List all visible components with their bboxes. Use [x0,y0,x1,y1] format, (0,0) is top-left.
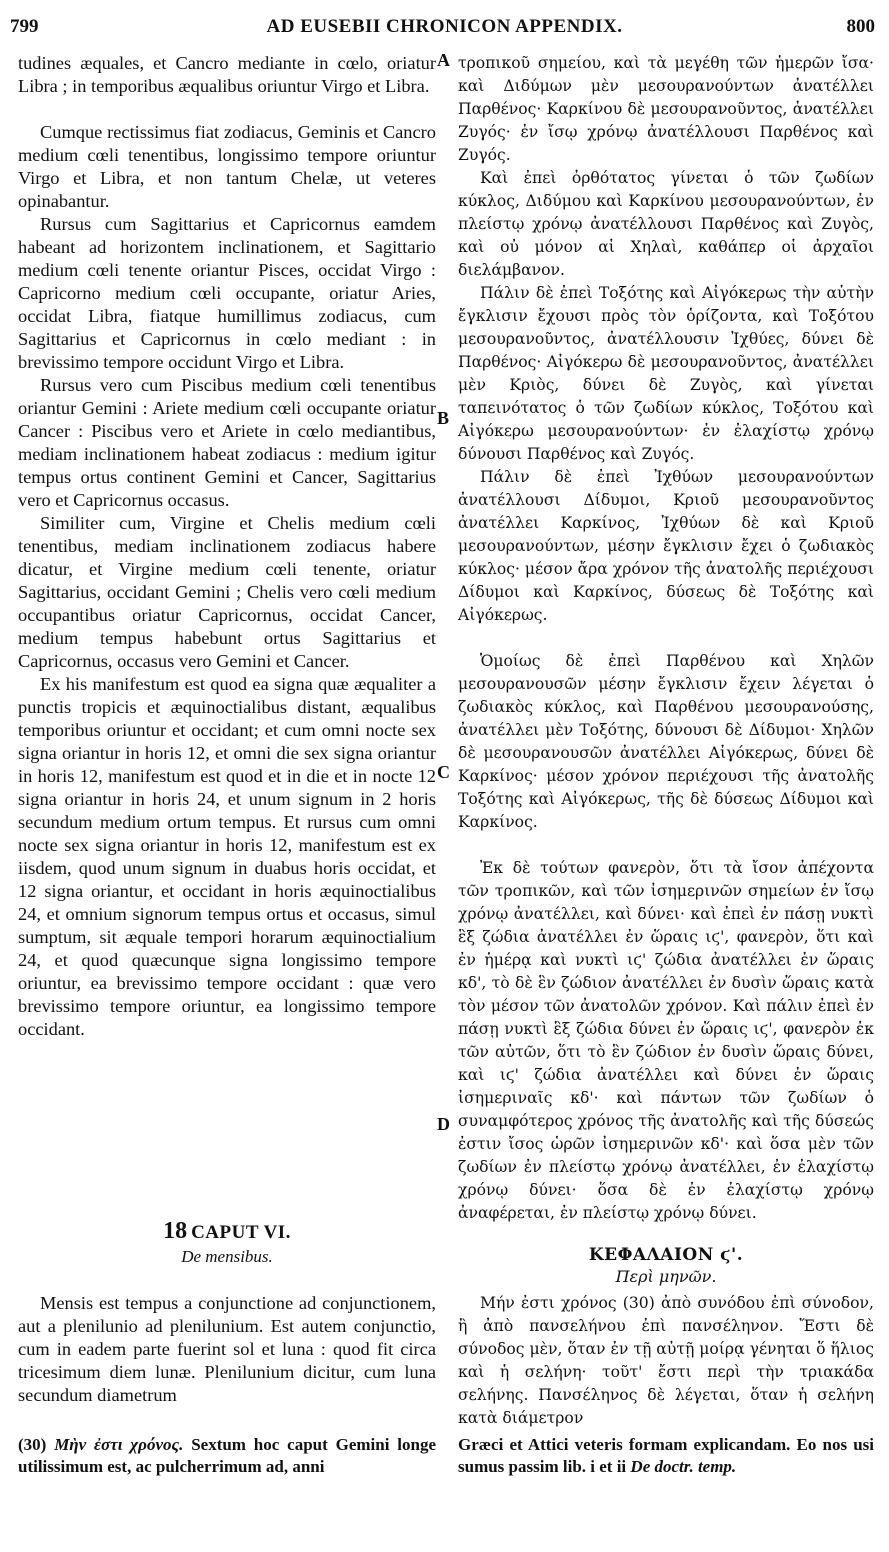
margin-letter-c: C [437,762,450,782]
latin-column [18,52,436,1041]
page-number-right: 800 [846,16,875,37]
footnote-title: De doctr. temp. [630,1457,737,1476]
latin-paragraph: tudines æquales, et Cancro mediante in cœlo, oriatur Libra ; in temporibus æqualibus oriuntur Virgo et Libra. [18,53,436,96]
chapter-heading-latin [18,1218,436,1267]
chapter-heading-greek [458,1245,874,1286]
footnote-text: Sextum hoc caput Gemini longe utilissimum est, ac pulcherrimum ad, anni [18,1435,437,1476]
latin-paragraph: Cumque rectissimus fiat zodiacus, Geminis et Cancro medium cœli tenentibus, longissimo tempore oriuntur Virgo et Libra, et non tantum Chelæ, ut veteres opinabantur. [18,122,436,211]
running-title: AD EUSEBII CHRONICON APPENDIX. [266,16,623,37]
latin-paragraph: Similiter cum, Virgine et Chelis medium cœli tenentibus, mediam inclinationem zodiacus habere dicatur, et Virgine medium cœli tenente, oriatur Sagittarius, occidant Gemini ; Chelis vero cœli medium occupantibus oriatur Capricornus, occidat Cancer, medium tempus habebunt ortus Sagittarius et Capricornus, occasus vero Gemini et Cancer. [18,513,436,671]
chapter-title: CAPUT VI. [191,1222,291,1243]
running-header [0,16,889,46]
greek-paragraph: Ὁμοίως δὲ ἐπεὶ Παρθένου καὶ Χηλῶν μεσουρανουσῶν μέσην ἔγκλισιν ἔχειν λέγεται ὁ ζωδιακὸς κύκλος, καὶ Παρθένου μεσουρανούσης, ἀνατέλλει μὲν Τοξότης, δύνουσι δὲ Δίδυμοι· Χηλῶν δὲ μεσουρανουσῶν ἀνατέλλει Αἰγόκερως, δύνει δὲ Καρκίνος· μέσον χρόνον περιέχουσι τῆς ἀνατολῆς Τοξότης καὶ Αἰγόκερως, τῆς δὲ δύσεως Δίδυμοι καὶ Καρκίνος. [458,652,874,831]
chapter-number: 18 [163,1218,188,1244]
greek-paragraph: Μήν ἐστι χρόνος (30) ἀπὸ συνόδου ἐπὶ σύνοδον, ἢ ἀπὸ πανσελήνου ἐπὶ πανσέληνον. Ἔστι δὲ σύνοδος μὲν, ὅταν ἐν τῇ αὐτῇ μοίρᾳ γένηται ὅ ἥλιος καὶ ἡ σελήνη· τοῦτ' ἔστι περὶ τὴν τριακάδα σελήνης. Πανσέληνος δὲ λέγεται, ὅταν ἡ σελήνη κατὰ διάμετρον [458,1294,874,1427]
footnote-text: i et ii [590,1457,627,1476]
greek-column [458,52,874,1225]
chapter-title-greek: ΚΕΦΑΛΑΙΟΝ ϛ'. [588,1245,744,1265]
footnote-right [458,1434,874,1478]
chapter-subtitle: De mensibus. [181,1247,273,1266]
footnote-left [18,1434,436,1478]
greek-paragraph: Πάλιν δὲ ἐπεὶ Τοξότης καὶ Αἰγόκερως τὴν αὐτὴν ἔγκλισιν ἔχουσι πρὸς τὸν ὁρίζοντα, καὶ Τοξότου μεσουρανοῦντος, ἀνατέλλουσιν Ἰχθύες, δύνει δὲ Παρθένος· Αἰγόκερω δὲ μεσουρανοῦντος, ἀνατέλλει μὲν Κριὸς, δύνει δὲ Ζυγὸς, καὶ γίνεται ταπεινότατος ὁ τῶν ζωδίων κύκλος, Τοξότου καὶ Αἰγόκερω μεσουρανούντων· ἐν ἐλαχίστῳ χρόνῳ δύνουσι Παρθένος καὶ Ζυγός. [458,284,874,463]
footnote-greek-phrase: Μὴν ἐστι χρόνος. [54,1435,184,1454]
latin-paragraph: Rursus cum Sagittarius et Capricornus eamdem habeant ad horizontem inclinationem, et Sagittario medium cœli tenente oriantur Pisces, occidat Virgo : Capricorno medium cœli occupante, oriatur Aries, occidat Libra, fiatque humillimus zodiacus, cum Sagittarius et Capricornus in cœlo mediant : in brevissimo tempore occidunt Virgo et Libra. [18,214,436,372]
margin-letter-a: A [437,50,450,70]
greek-paragraph: Καὶ ἐπεὶ ὀρθότατος γίνεται ὁ τῶν ζωδίων κύκλος, Διδύμου καὶ Καρκίνου μεσουρανούντων, ἐν πλείστῳ χρόνῳ ἀνατέλλουσι Παρθένος καὶ Ζυγὸς, καὶ οὐ μόνον αἱ Χηλαὶ, καθάπερ οἱ ἀρχαῖοι διελάμβανον. [458,169,874,279]
latin-paragraph: Rursus vero cum Piscibus medium cœli tenentibus oriantur Gemini : Ariete medium cœli occupante oriatur Cancer : Piscibus vero et Ariete in cœlo mediantibus, mediam inclinationem habeat zodiacus : medium igitur tempus ortus continent Gemini et Cancer, Sagittarius vero et Capricornus occasus. [18,375,436,510]
greek-paragraph: Ἐκ δὲ τούτων φανερὸν, ὅτι τὰ ἴσον ἀπέχοντα τῶν τροπικῶν, καὶ τῶν ἰσημερινῶν σημείων ἐν ἴσῳ χρόνῳ ἀνατέλλει, καὶ δύνει· καὶ ἐπεὶ ἐν πάσῃ νυκτὶ ἓξ ζώδια ἀνατέλλει ἐν ὥραις ιϛ', φανερὸν, ὅτι καὶ ἐν ἡμέρᾳ καὶ νυκτὶ ιϛ' ζώδια ἀνατέλλει ἐν ὥραις κδ', τὸ δὲ ἓν ζώδιον ἀνατέλλει ἐν δυσὶν ὥραις κατὰ τὸν μέσον τῶν ἀνατολῶν χρόνον. Καὶ πάλιν ἐπεὶ ἐν πάσῃ νυκτὶ ἓξ ζώδια δύνει ἐν ὥραις ιϛ', φανερὸν ἐκ τῶν αὐτῶν, ὅτι τὸ ἓν ζώδιον ἐν δυσὶν ὥραις δύνει, καὶ ιϛ' ζώδια ἀνατέλλει καὶ δύνει ἐν ὥραις ἰσημεριναῖς κδ'· καὶ πάντων τῶν ζωδίων ὁ συναμφότερος χρόνος τῆς ἀνατολῆς καὶ τῆς δύσεώς ἐστιν ἴσος ὡρῶν ἰσημερινῶν κδ'· καὶ ὅσα μὲν τῶν ζωδίων ἐν πλείστῳ χρόνῳ ἀνατέλλει, ἐν ἐλαχίστῳ χρόνῳ δύνει· ὅσα δὲ ἐν ἐλαχίστῳ χρόνῳ ἀναφέρεται, ἐν πλείστῳ χρόνῳ δύνει. [458,859,874,1222]
footnote-marker: (30) [18,1435,47,1454]
greek-paragraph: Πάλιν δὲ ἐπεὶ Ἰχθύων μεσουρανούντων ἀνατέλλουσι Δίδυμοι, Κριοῦ μεσουρανοῦντος ἀνατέλλει Καρκίνος, Ἰχθύων δὲ καὶ Κριοῦ μεσουρανούντων, μέσην ἔγκλισιν ἔχει ὁ ζωδιακὸς κύκλος· μέσον ἄρα χρόνον τῆς ἀνατολῆς περιέχουσι Δίδυμοι καὶ Καρκίνος, δύσεως δὲ Τοξότης καὶ Αἰγόκερως. [458,468,874,624]
margin-letter-d: D [437,1114,450,1134]
latin-paragraph: Mensis est tempus a conjunctione ad conjunctionem, aut a plenilunio ad plenilunium. Est autem conjunctio, cum in eadem parte fuerint sol et luna : quod fit circa tricesimum diem lunæ. Plenilunium dicitur, cum luna secundum diametrum [18,1293,436,1405]
latin-paragraph: Ex his manifestum est quod ea signa quæ æqualiter a punctis tropicis et æquinoctialibus distant, æqualibus temporibus oriuntur et occidant; et cum omni nocte sex signa oriantur in horis 12, et omni die sex signa oriantur in horis 12, manifestum est quod et in die et in nocte 12 signa oriantur in horis 24, et unum signum in 2 horis secundum medium ortum tempus. Et rursus cum omni nocte sex signa oriantur in horis 12, manifestum est ex iisdem, quod unum signum in duabus horis occidat, et 12 signa oriantur, et occidant in horis æquinoctialibus 24, et omnium signorum tempus ortus et occasus, simul sumptum, sit æquale tempori horarum æquinoctialium 24, et quod quæcunque signa longissimo tempore oriuntur, ea brevissimo tempore occidant : quæ vero brevissimo tempore oriuntur, ea longissimo tempore occidant. [18,674,436,1039]
chapter-body-greek [458,1292,874,1430]
greek-paragraph: τροπικοῦ σημείου, καὶ τὰ μεγέθη τῶν ἡμερῶν ἴσα· καὶ Διδύμων μὲν μεσουρανούντων ἀνατέλλει Παρθένος· Καρκίνου δὲ μεσουρανοῦντος, ἀνατέλλει Ζυγός· ἐν ἴσῳ χρόνῳ ἀνατέλλουσι Παρθένος καὶ Ζυγός. [458,54,874,164]
footnote-text: Græci et Attici veteris formam explicandam. Eo nos usi sumus passim lib. [458,1435,874,1476]
margin-letter-b: B [437,408,450,428]
chapter-body-latin [18,1292,436,1407]
page-number-left: 799 [10,16,39,37]
chapter-subtitle-greek: Περὶ μηνῶν. [615,1267,717,1286]
